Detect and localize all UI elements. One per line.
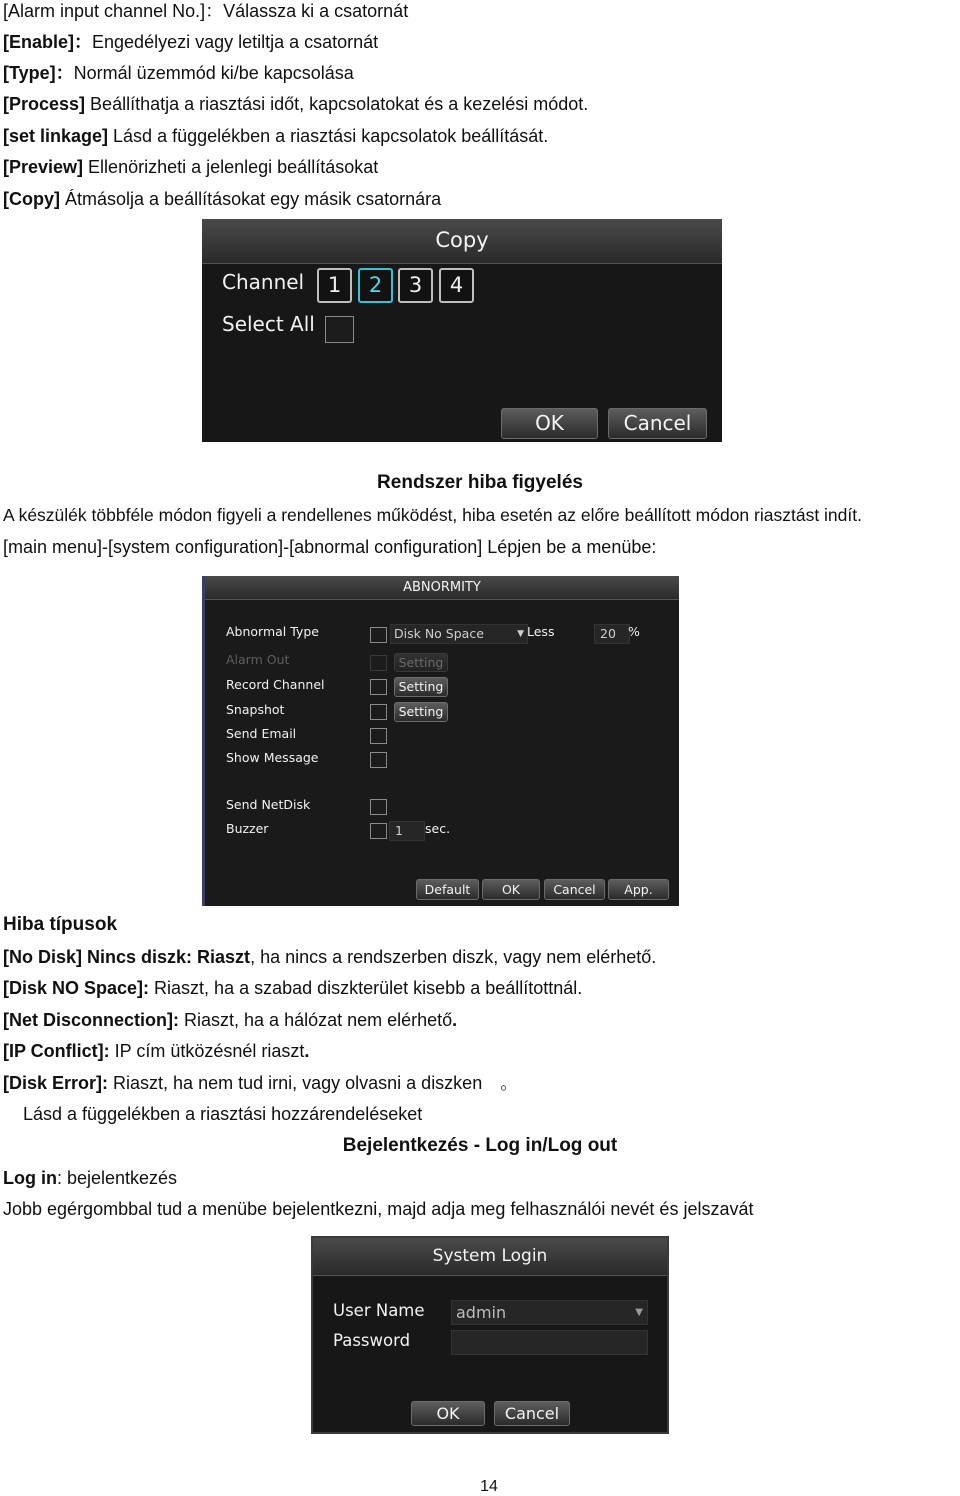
copy-dialog xyxy=(202,219,722,442)
username-value: admin xyxy=(456,1303,507,1322)
intro-line-set-linkage: [set linkage] Lásd a függelékben a riasztási kapcsolatok beállítását. xyxy=(3,126,549,146)
buzzer-checkbox[interactable] xyxy=(370,823,387,839)
send-netdisk-label: Send NetDisk xyxy=(226,797,311,812)
default-button[interactable]: Default xyxy=(416,879,479,900)
select-all-checkbox[interactable] xyxy=(325,316,354,343)
record-channel-checkbox[interactable] xyxy=(370,679,387,695)
chevron-down-icon: ▼ xyxy=(635,1307,643,1318)
abnormity-dialog xyxy=(202,576,679,906)
abnormity-dialog-title: ABNORMITY xyxy=(205,576,679,600)
intro-line-process: [Process] Beállíthatja a riasztási időt, kapcsolatokat és a kezelési módot. xyxy=(3,94,589,114)
username-select[interactable] xyxy=(451,1300,648,1325)
select-all-label: Select All xyxy=(222,312,315,336)
snapshot-setting-button[interactable]: Setting xyxy=(394,702,448,722)
abnormal-type-checkbox[interactable] xyxy=(370,627,387,643)
abnormity-ok-button[interactable]: OK xyxy=(482,879,540,900)
login-instruction: Jobb egérgombbal tud a menübe bejelentkezni, majd adja meg felhasználói nevét és jelszavát xyxy=(3,1199,754,1219)
alarm-out-label: Alarm Out xyxy=(226,652,290,667)
system-login-dialog xyxy=(311,1236,669,1434)
copy-dialog-title: Copy xyxy=(202,219,722,264)
intro-line-enable: [Enable]：Engedélyezi vagy letiltja a csatornát xyxy=(3,32,379,52)
channel-3-button[interactable]: 3 xyxy=(398,268,433,303)
system-login-title: System Login xyxy=(313,1238,667,1276)
section-heading-system-error: Rendszer hiba figyelés xyxy=(377,472,583,493)
snapshot-label: Snapshot xyxy=(226,702,285,717)
record-channel-label: Record Channel xyxy=(226,677,325,692)
error-type-disk-error: [Disk Error]: Riaszt, ha nem tud irni, vagy olvasni a diszken 。 xyxy=(3,1073,519,1093)
error-type-no-disk: [No Disk] Nincs diszk: Riaszt, ha nincs a rendszerben diszk, vagy nem elérhető. xyxy=(3,947,657,967)
page-number: 14 xyxy=(480,1478,498,1495)
abnormity-cancel-button[interactable]: Cancel xyxy=(544,879,605,900)
less-label: Less xyxy=(527,624,555,639)
error-type-net-disconnection: [Net Disconnection]: Riaszt, ha a hálózat nem elérhető. xyxy=(3,1010,458,1030)
intro-line-type: [Type]：Normál üzemmód ki/be kapcsolása xyxy=(3,63,354,83)
buzzer-seconds-input[interactable]: 1 xyxy=(389,821,425,841)
error-type-ip-conflict: [IP Conflict]: IP cím ütközésnél riaszt. xyxy=(3,1041,310,1061)
snapshot-checkbox[interactable] xyxy=(370,704,387,720)
chevron-down-icon: ▼ xyxy=(517,629,524,639)
error-types-heading: Hiba típusok xyxy=(3,914,118,935)
copy-ok-button[interactable]: OK xyxy=(501,408,598,439)
login-cancel-button[interactable]: Cancel xyxy=(494,1401,570,1426)
abnormal-type-value: Disk No Space xyxy=(394,626,484,641)
password-label: Password xyxy=(333,1331,411,1350)
channel-label: Channel xyxy=(222,270,305,294)
login-definition: Log in: bejelentkezés xyxy=(3,1168,178,1188)
channel-1-button[interactable]: 1 xyxy=(317,268,352,303)
abnormal-type-label: Abnormal Type xyxy=(226,624,319,639)
intro-line-alarm-input: [Alarm input channel No.]：Válassza ki a csatornát xyxy=(3,1,409,21)
copy-cancel-button[interactable]: Cancel xyxy=(608,408,707,439)
send-netdisk-checkbox[interactable] xyxy=(370,799,387,815)
buzzer-label: Buzzer xyxy=(226,821,269,836)
username-label: User Name xyxy=(333,1301,425,1320)
channel-2-button[interactable]: 2 xyxy=(358,268,393,303)
record-channel-setting-button[interactable]: Setting xyxy=(394,677,448,697)
intro-line-copy: [Copy] Átmásolja a beállításokat egy másik csatornára xyxy=(3,189,442,209)
send-email-checkbox[interactable] xyxy=(370,728,387,744)
menu-path: [main menu]-[system configuration]-[abnormal configuration] Lépjen be a menübe: xyxy=(3,537,657,557)
alarm-out-checkbox[interactable] xyxy=(370,655,387,671)
login-section-heading: Bejelentkezés - Log in/Log out xyxy=(342,1135,618,1156)
sec-label: sec. xyxy=(425,821,451,836)
percent-unit: % xyxy=(628,624,640,639)
send-email-label: Send Email xyxy=(226,726,297,741)
channel-4-button[interactable]: 4 xyxy=(439,268,474,303)
intro-line-preview: [Preview] Ellenörizheti a jelenlegi beállításokat xyxy=(3,157,379,177)
percent-input[interactable]: 20 xyxy=(594,624,630,644)
password-input[interactable] xyxy=(451,1330,648,1355)
section-paragraph: A készülék többféle módon figyeli a rendellenes működést, hiba esetén az előre beállított módon riasztást indít. xyxy=(3,505,862,525)
show-message-label: Show Message xyxy=(226,750,319,765)
appendix-note: Lásd a függelékben a riasztási hozzárendeléseket xyxy=(23,1104,423,1124)
alarm-out-setting-button[interactable]: Setting xyxy=(394,653,448,672)
show-message-checkbox[interactable] xyxy=(370,752,387,768)
login-ok-button[interactable]: OK xyxy=(411,1401,485,1426)
abnormal-type-select[interactable] xyxy=(390,624,528,644)
apply-button[interactable]: App. xyxy=(608,879,669,900)
error-type-disk-no-space: [Disk NO Space]: Riaszt, ha a szabad diszkterület kisebb a beállítottnál. xyxy=(3,978,583,998)
